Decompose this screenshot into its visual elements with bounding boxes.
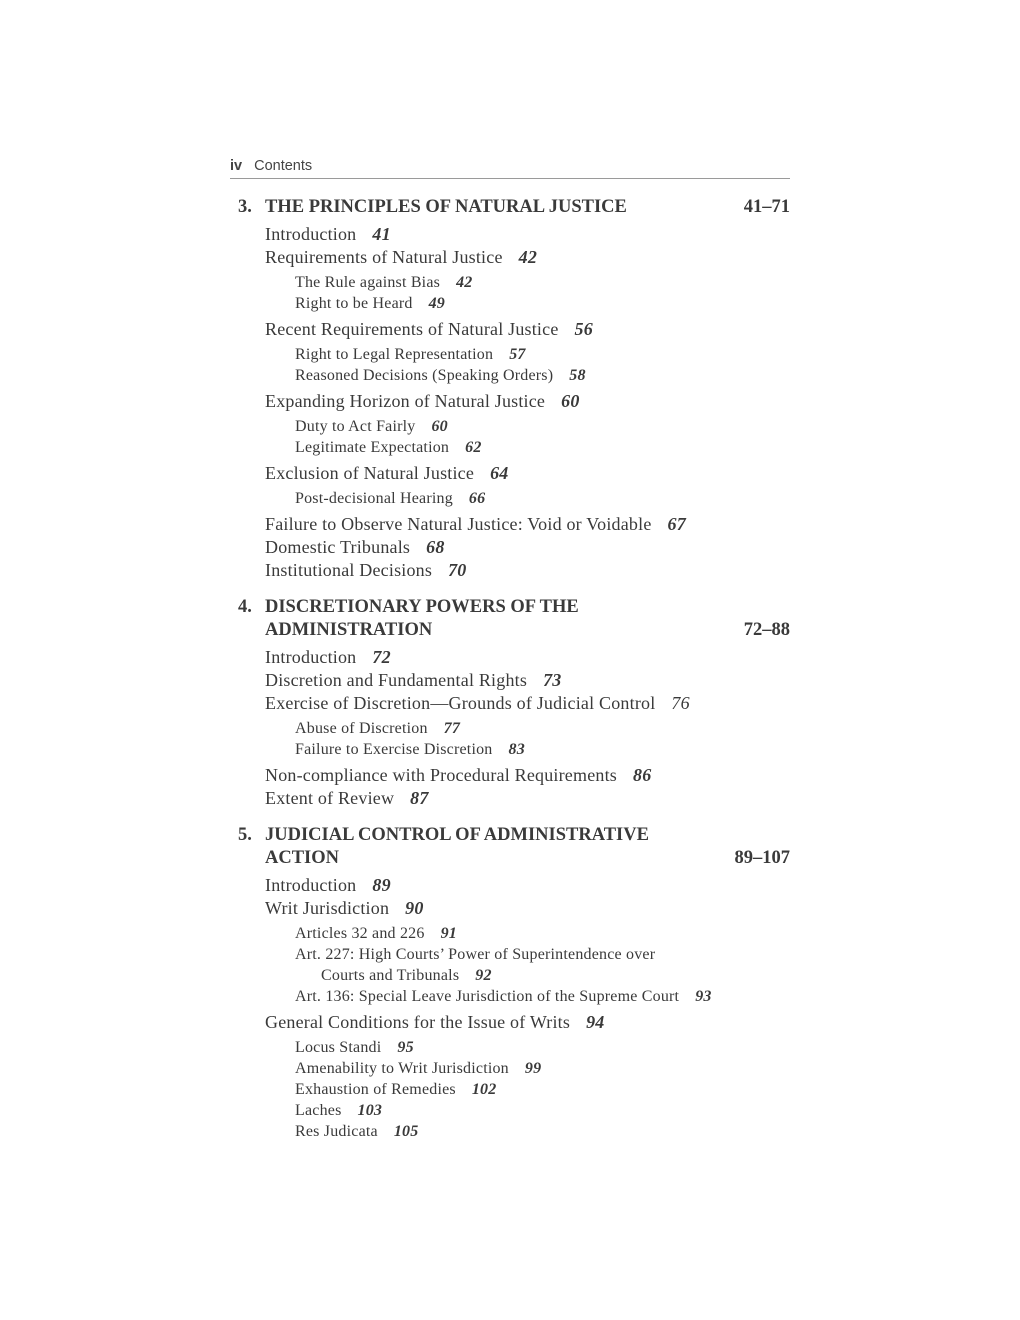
- toc-entry[interactable]: General Conditions for the Issue of Writs 94: [265, 1012, 605, 1032]
- entry-page: 58: [569, 367, 586, 384]
- chapter-entries: [265, 223, 790, 582]
- chapter-title: DISCRETIONARY POWERS OF THE: [265, 597, 579, 617]
- chapter-entries: [265, 874, 790, 1142]
- chapter-title-line2: ADMINISTRATION: [265, 620, 433, 640]
- entry-page: 42: [518, 247, 538, 267]
- entry-page: 105: [393, 1123, 419, 1140]
- entry-page: 72: [372, 647, 391, 667]
- entry-page: 91: [440, 925, 457, 942]
- toc-subentry[interactable]: Duty to Act Fairly 60: [295, 418, 448, 435]
- entry-page: 60: [561, 391, 580, 411]
- entry-page: 57: [509, 346, 526, 363]
- entry-page: 77: [443, 720, 461, 737]
- toc-entry[interactable]: Failure to Observe Natural Justice: Void or Voidable 67: [265, 514, 686, 534]
- toc-subentry[interactable]: Abuse of Discretion 77: [295, 720, 461, 737]
- entry-page: 92: [475, 967, 492, 984]
- chapter-heading[interactable]: [238, 824, 790, 870]
- chapter-number: 5.: [238, 825, 252, 845]
- toc-entry[interactable]: Expanding Horizon of Natural Justice 60: [265, 391, 580, 411]
- toc-subentry[interactable]: The Rule against Bias 42: [295, 274, 473, 291]
- toc-subentry[interactable]: Articles 32 and 226 91: [295, 925, 457, 942]
- chapter-entries: [265, 646, 790, 810]
- entry-page: 49: [428, 295, 446, 312]
- entry-page: 41: [372, 224, 391, 244]
- chapter-heading[interactable]: [238, 596, 790, 642]
- entry-page: 103: [357, 1102, 383, 1119]
- entry-page: 66: [468, 490, 486, 507]
- toc-entry[interactable]: Writ Jurisdiction 90: [265, 898, 424, 918]
- toc-entry[interactable]: Introduction 41: [265, 224, 391, 244]
- entry-page: 89: [372, 875, 391, 895]
- toc-entry[interactable]: Introduction 72: [265, 647, 391, 667]
- entry-page: 56: [574, 319, 593, 339]
- toc-entry[interactable]: Institutional Decisions 70: [265, 560, 467, 580]
- table-of-contents: [238, 196, 790, 1142]
- entry-page: 102: [471, 1081, 497, 1098]
- toc-subentry[interactable]: Failure to Exercise Discretion 83: [295, 741, 525, 758]
- entry-page: 70: [448, 560, 467, 580]
- entry-page: 60: [431, 418, 448, 435]
- entry-page: 64: [490, 463, 509, 483]
- toc-entry[interactable]: Recent Requirements of Natural Justice 56: [265, 319, 593, 339]
- toc-entry[interactable]: Extent of Review 87: [265, 788, 429, 808]
- toc-subentry[interactable]: Res Judicata 105: [295, 1123, 419, 1140]
- chapter-page-range: 72–88: [743, 620, 790, 640]
- toc-entry[interactable]: Requirements of Natural Justice 42: [265, 247, 538, 267]
- toc-subentry[interactable]: Laches 103: [295, 1102, 383, 1119]
- page-number: iv: [230, 158, 243, 174]
- toc-subentry[interactable]: Right to be Heard 49: [295, 295, 446, 312]
- toc-subentry[interactable]: Reasoned Decisions (Speaking Orders) 58: [295, 367, 586, 384]
- chapter-title: THE PRINCIPLES OF NATURAL JUSTICE: [265, 197, 627, 217]
- toc-entry[interactable]: Exercise of Discretion—Grounds of Judicial Control 76: [265, 693, 690, 713]
- entry-page: 99: [524, 1060, 542, 1077]
- toc-subentry[interactable]: Locus Standi 95: [295, 1039, 414, 1056]
- chapter-title-line2: ACTION: [265, 848, 340, 868]
- entry-page: 94: [586, 1012, 605, 1032]
- toc-subentry[interactable]: Right to Legal Representation 57: [295, 346, 526, 363]
- entry-page: 62: [465, 439, 482, 456]
- chapter-number: 4.: [238, 597, 252, 617]
- toc-subentry[interactable]: Art. 136: Special Leave Jurisdiction of the Supreme Court 93: [295, 988, 712, 1005]
- entry-page: 86: [633, 765, 652, 785]
- entry-page: 90: [405, 898, 424, 918]
- entry-continuation: Courts and Tribunals 92: [321, 967, 492, 984]
- toc-subentry[interactable]: Exhaustion of Remedies 102: [295, 1081, 497, 1098]
- chapter-page-range: 89–107: [734, 848, 790, 868]
- entry-page: 83: [508, 741, 525, 758]
- toc-entry[interactable]: Domestic Tribunals 68: [265, 537, 445, 557]
- entry-page: 73: [543, 670, 562, 690]
- toc-subentry[interactable]: Legitimate Expectation 62: [295, 439, 482, 456]
- toc-subentry[interactable]: Post-decisional Hearing 66: [295, 490, 486, 507]
- entry-page: 67: [667, 514, 686, 534]
- chapter-heading[interactable]: [238, 196, 790, 219]
- entry-page: 93: [695, 988, 712, 1005]
- toc-entry[interactable]: Discretion and Fundamental Rights 73: [265, 670, 562, 690]
- chapter-title: JUDICIAL CONTROL OF ADMINISTRATIVE: [265, 825, 649, 845]
- entry-page: 76: [671, 693, 690, 713]
- toc-entry[interactable]: Exclusion of Natural Justice 64: [265, 463, 509, 483]
- toc-subentry[interactable]: Amenability to Writ Jurisdiction 99: [295, 1060, 542, 1077]
- running-header: [230, 158, 790, 179]
- entry-page: 95: [397, 1039, 414, 1056]
- entry-page: 87: [410, 788, 429, 808]
- chapter-page-range: 41–71: [743, 197, 790, 217]
- running-title: Contents: [254, 158, 313, 174]
- toc-entry[interactable]: Non-compliance with Procedural Requirements 86: [265, 765, 652, 785]
- entry-page: 68: [426, 537, 445, 557]
- toc-entry[interactable]: Introduction 89: [265, 875, 391, 895]
- toc-subentry[interactable]: Art. 227: High Courts’ Power of Superintendence over Courts and Tribunals 92: [295, 944, 790, 986]
- chapter-number: 3.: [238, 197, 252, 217]
- entry-page: 42: [456, 274, 473, 291]
